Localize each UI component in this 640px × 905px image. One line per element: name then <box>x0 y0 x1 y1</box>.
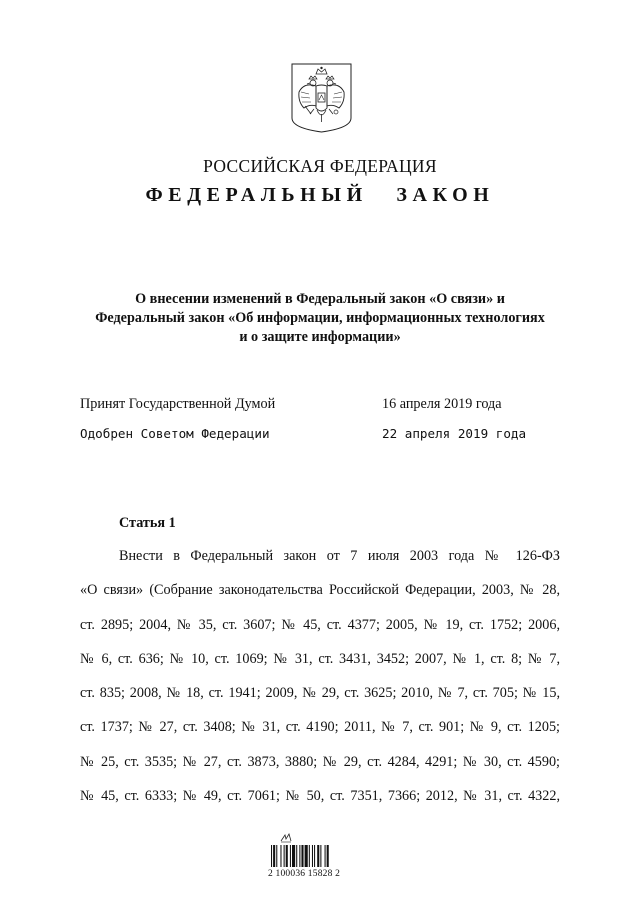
article-body-line: «О связи» (Собрание законодательства Российской Федерации, 2003, № 28, <box>80 582 560 599</box>
article-body-line: № 6, ст. 636; № 10, ст. 1069; № 31, ст. 3431, 3452; 2007, № 1, ст. 8; № 7, <box>80 650 560 667</box>
law-title-line: О внесении изменений в Федеральный закон «О связи» и <box>135 291 505 307</box>
council-approval-row <box>80 426 560 446</box>
law-title-line: и о защите информации» <box>239 329 401 345</box>
council-approval-label: Одобрен Советом Федерации <box>80 426 270 441</box>
coat-of-arms-icon <box>290 62 353 134</box>
document-type: ФЕДЕРАЛЬНЫЙ ЗАКОН <box>145 184 495 206</box>
article-body-line: № 45, ст. 6333; № 49, ст. 7061; № 50, ст. 7351, 7366; 2012, № 31, ст. 4322, <box>80 788 560 805</box>
stamp-mark-icon <box>280 833 292 843</box>
barcode-bars <box>271 845 363 867</box>
law-title <box>60 290 580 347</box>
barcode <box>270 833 370 883</box>
article-heading: Статья 1 <box>119 515 176 531</box>
duma-adoption-date: 16 апреля 2019 года <box>382 396 502 412</box>
article-body-line: Внести в Федеральный закон от 7 июля 2003 года № 126-ФЗ <box>119 548 560 564</box>
barcode-number: 2 100036 15828 2 <box>268 869 341 879</box>
article-body-line: ст. 1737; № 27, ст. 3408; № 31, ст. 4190; 2011, № 7, ст. 901; № 9, ст. 1205; <box>80 719 560 736</box>
country-name: РОССИЙСКАЯ ФЕДЕРАЦИЯ <box>203 156 437 176</box>
law-title-line: Федеральный закон «Об информации, информационных технологиях <box>95 310 545 326</box>
duma-adoption-row <box>80 396 560 416</box>
council-approval-date: 22 апреля 2019 года <box>382 426 527 441</box>
article-body <box>80 539 560 813</box>
article-body-line: ст. 835; 2008, № 18, ст. 1941; 2009, № 29, ст. 3625; 2010, № 7, ст. 705; № 15, <box>80 685 560 702</box>
article-body-line: ст. 2895; 2004, № 35, ст. 3607; № 45, ст. 4377; 2005, № 19, ст. 1752; 2006, <box>80 616 560 633</box>
duma-adoption-label: Принят Государственной Думой <box>80 396 276 412</box>
article-body-line: № 25, ст. 3535; № 27, ст. 3873, 3880; № 29, ст. 4284, 4291; № 30, ст. 4590; <box>80 753 560 770</box>
